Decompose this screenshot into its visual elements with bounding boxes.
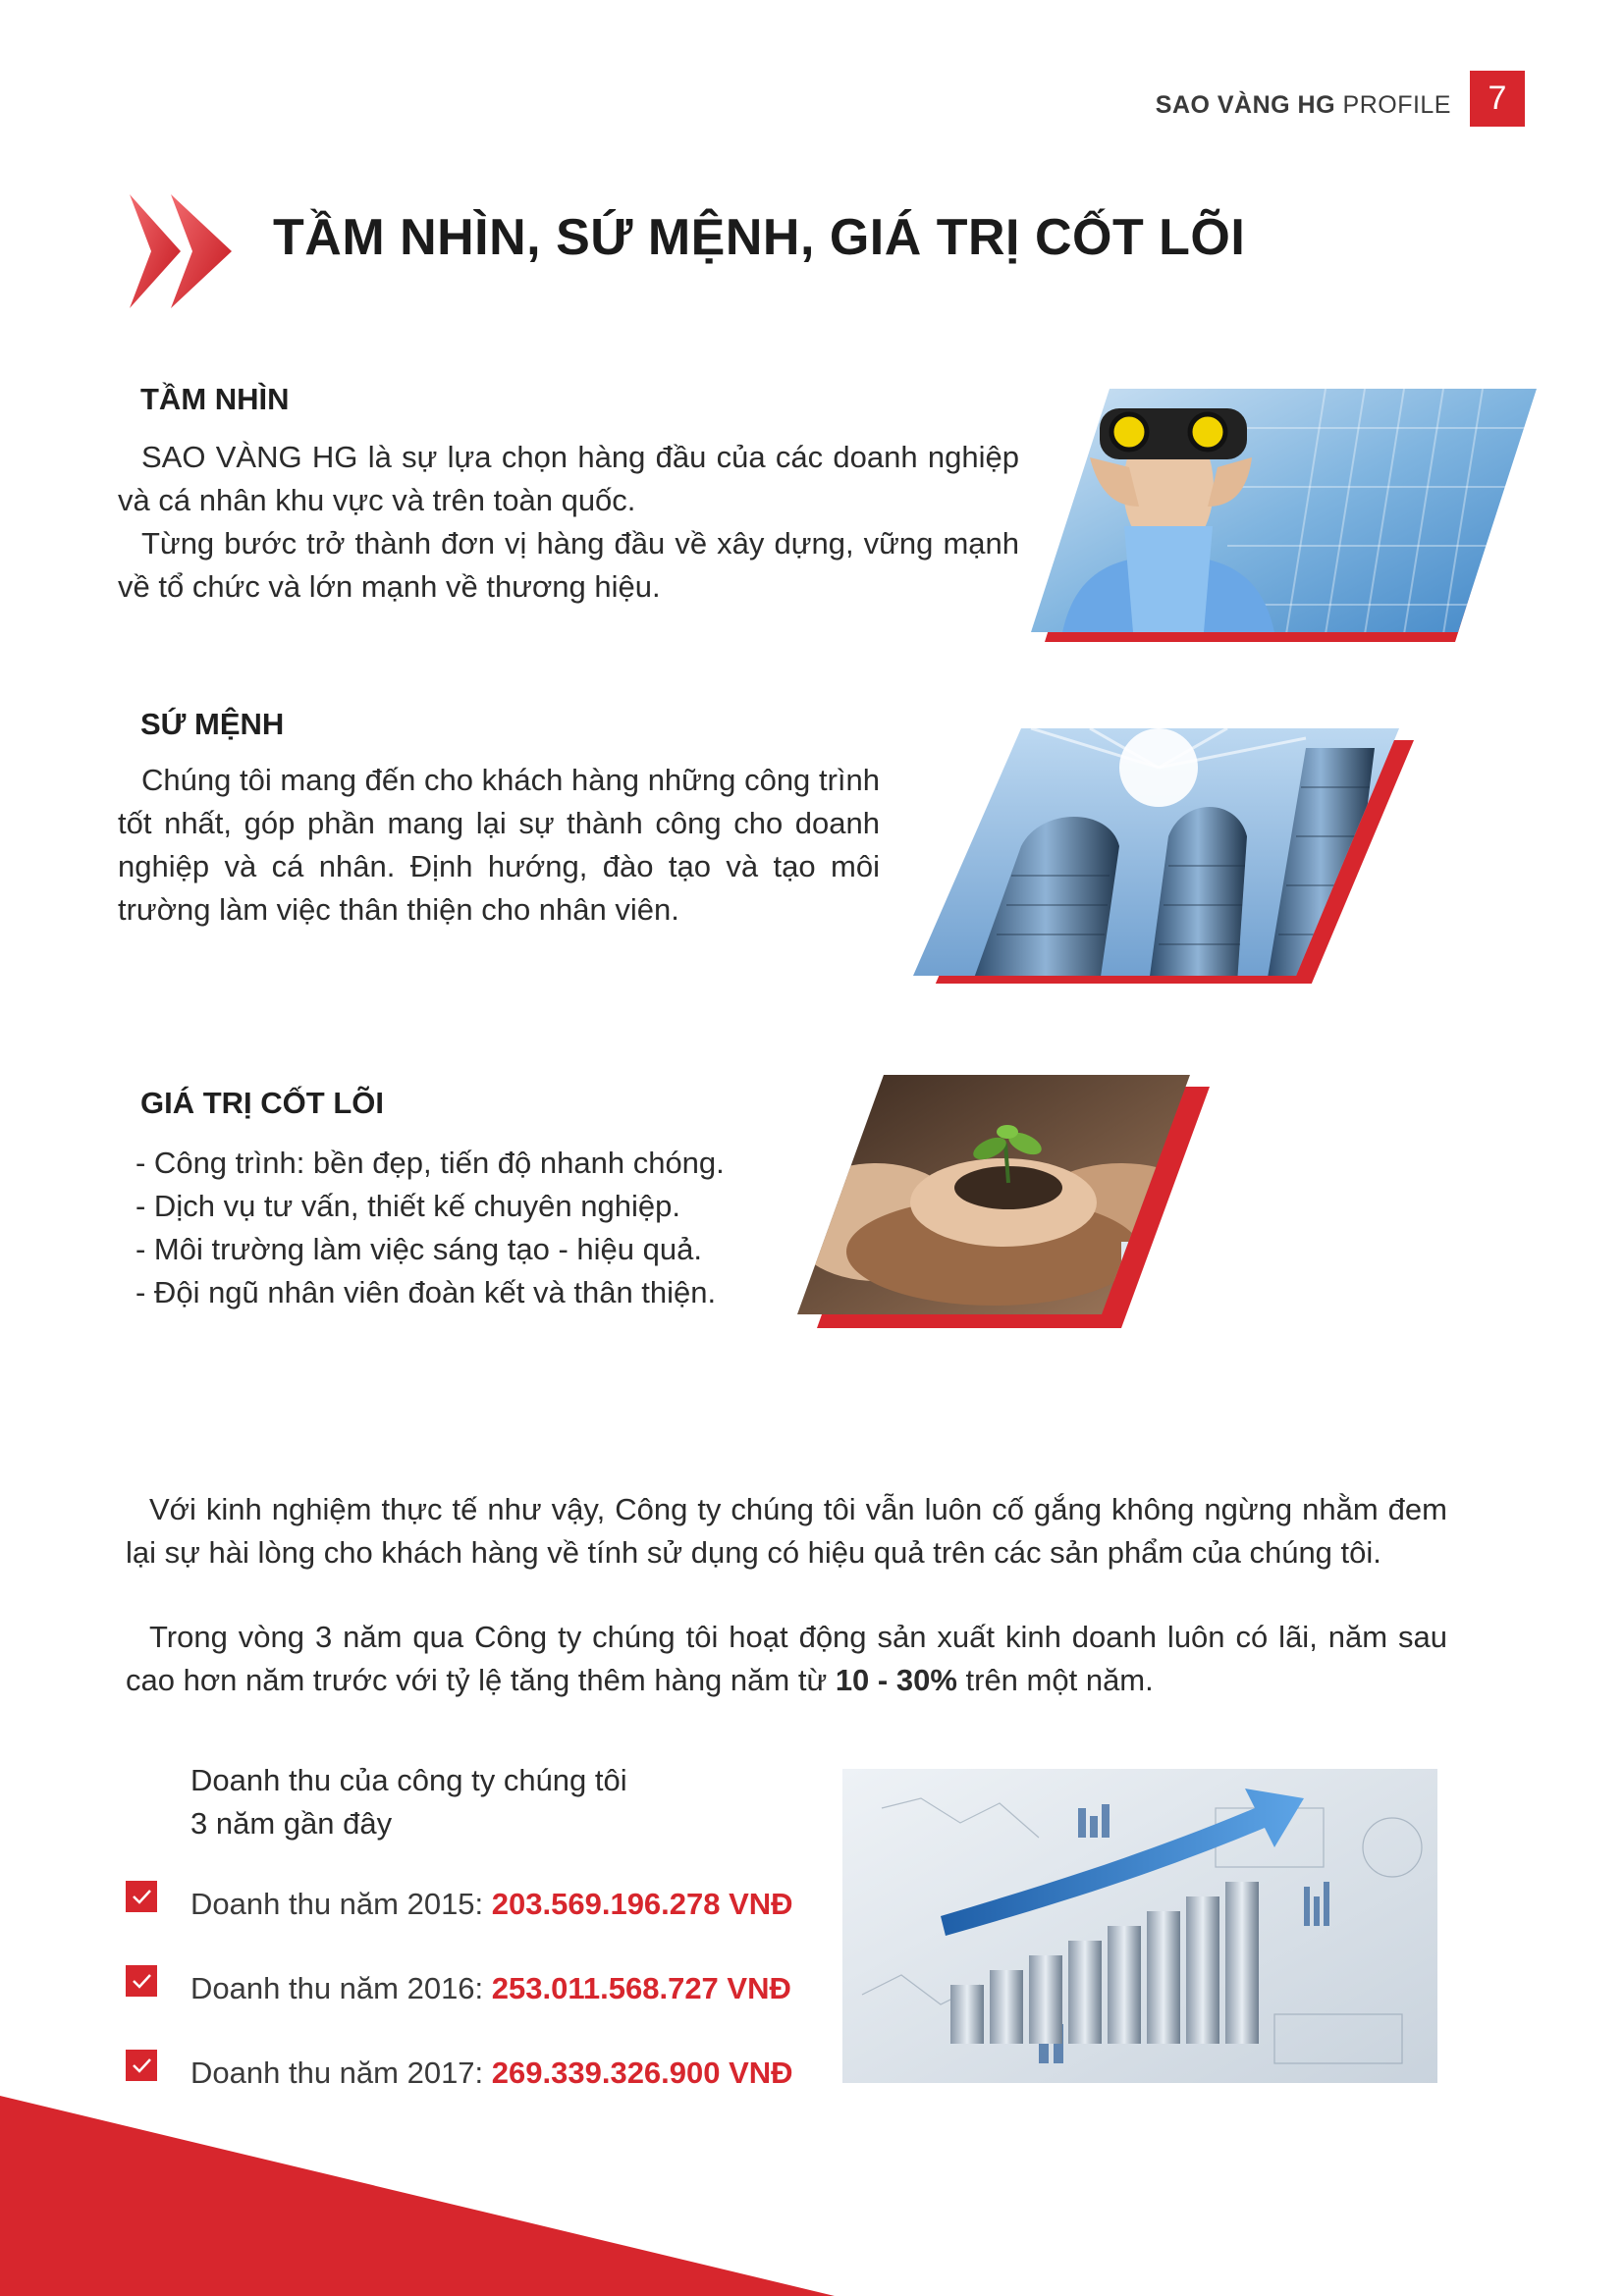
growth-chart-photo (842, 1769, 1437, 2083)
page-title: TẦM NHÌN, SỨ MỆNH, GIÁ TRỊ CỐT LÕI (273, 209, 1246, 266)
mission-heading: SỨ MỆNH (140, 707, 285, 741)
core-values-list (135, 1142, 725, 1314)
hands-plant-photo (797, 1075, 1219, 1330)
double-chevron-icon (126, 192, 236, 310)
checkbox-icon (126, 1965, 157, 1997)
list-item: - Dịch vụ tư vấn, thiết kế chuyên nghiệp. (135, 1189, 680, 1223)
vision-heading: TẦM NHÌN (140, 382, 290, 416)
header-brand: SAO VÀNG HG PROFILE (1155, 91, 1451, 119)
list-item: - Công trình: bền đẹp, tiến độ nhanh chóng. (135, 1146, 725, 1180)
page-number: 7 (1470, 71, 1525, 127)
revenue-row-2015: Doanh thu năm 2015: 203.569.196.278 VNĐ (190, 1887, 793, 1921)
checkbox-icon (126, 2050, 157, 2081)
list-item: - Môi trường làm việc sáng tạo - hiệu quả. (135, 1232, 702, 1266)
checkbox-icon (126, 1881, 157, 1912)
vision-text: SAO VÀNG HG là sự lựa chọn hàng đầu của các doanh nghiệp và cá nhân khu vực và trên toàn quốc. Từng bước trở thành đơn vị hàng đầu về xây dựng, vững mạnh về tổ chức và lớn mạnh về thương hiệu. (118, 440, 1019, 604)
list-item: - Đội ngũ nhân viên đoàn kết và thân thiện. (135, 1275, 717, 1309)
core-values-heading: GIÁ TRỊ CỐT LÕI (140, 1086, 384, 1120)
revenue-row-2017: Doanh thu năm 2017: 269.339.326.900 VNĐ (190, 2056, 793, 2090)
skyscrapers-photo (913, 728, 1424, 984)
experience-paragraph: Với kinh nghiệm thực tế như vậy, Công ty chúng tôi vẫn luôn cố gắng không ngừng nhằm đem lại sự hài lòng cho khách hàng về tính sử dụng có hiệu quả trên các sản phẩm của chúng tôi. (126, 1492, 1447, 1570)
binoculars-photo (1031, 389, 1542, 644)
growth-paragraph: Trong vòng 3 năm qua Công ty chúng tôi hoạt động sản xuất kinh doanh luôn có lãi, năm sau cao hơn năm trước với tỷ lệ tăng thêm hàng năm từ 10 - 30% trên một năm. (126, 1620, 1447, 1697)
growth-rate: 10 - 30% (835, 1663, 957, 1697)
revenue-intro: Doanh thu của công ty chúng tôi 3 năm gần đây (190, 1763, 627, 1841)
corner-decoration (0, 2096, 844, 2296)
revenue-row-2016: Doanh thu năm 2016: 253.011.568.727 VNĐ (190, 1971, 791, 2005)
mission-text: Chúng tôi mang đến cho khách hàng những công trình tốt nhất, góp phần mang lại sự thành công cho doanh nghiệp và cá nhân. Định hướng, đào tạo và tạo môi trường làm việc thân thiện cho nhân viên. (118, 763, 880, 927)
